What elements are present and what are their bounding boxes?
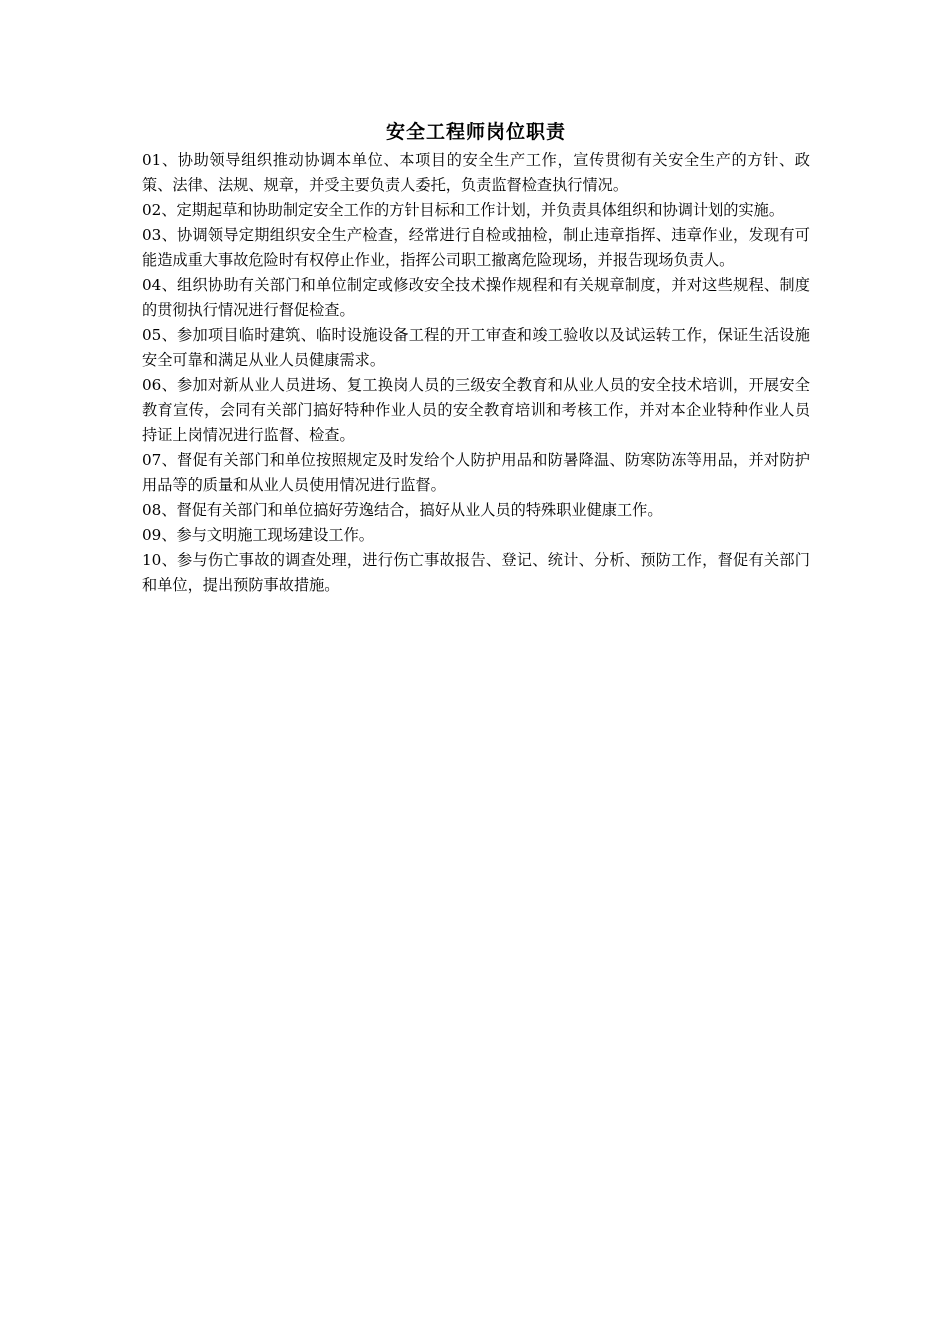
duty-item-10: 10、参与伤亡事故的调查处理，进行伤亡事故报告、登记、统计、分析、预防工作，督促有关部门和单位，提出预防事故措施。 [142, 551, 810, 594]
duty-item-02: 02、定期起草和协助制定安全工作的方针目标和工作计划，并负责具体组织和协调计划的实施。 [142, 201, 785, 219]
duty-item-06: 06、参加对新从业人员进场、复工换岗人员的三级安全教育和从业人员的安全技术培训，开展安全教育宣传，会同有关部门搞好特种作业人员的安全教育培训和考核工作，并对本企业特种作业人员持证上岗情况进行监督、检查。 [142, 376, 810, 444]
duty-item-09: 09、参与文明施工现场建设工作。 [142, 526, 374, 544]
duty-item-04: 04、组织协助有关部门和单位制定或修改安全技术操作规程和有关规章制度，并对这些规程、制度的贯彻执行情况进行督促检查。 [142, 276, 810, 319]
document-page [142, 118, 810, 598]
duty-item-01: 01、协助领导组织推动协调本单位、本项目的安全生产工作，宣传贯彻有关安全生产的方针、政策、法律、法规、规章，并受主要负责人委托，负责监督检查执行情况。 [142, 151, 810, 194]
duty-item-07: 07、督促有关部门和单位按照规定及时发给个人防护用品和防暑降温、防寒防冻等用品，并对防护用品等的质量和从业人员使用情况进行监督。 [142, 451, 810, 494]
document-title: 安全工程师岗位职责 [385, 121, 566, 143]
duty-item-05: 05、参加项目临时建筑、临时设施设备工程的开工审查和竣工验收以及试运转工作，保证生活设施安全可靠和满足从业人员健康需求。 [142, 326, 810, 369]
duty-item-08: 08、督促有关部门和单位搞好劳逸结合，搞好从业人员的特殊职业健康工作。 [142, 501, 663, 519]
duty-item-03: 03、协调领导定期组织安全生产检查，经常进行自检或抽检，制止违章指挥、违章作业，发现有可能造成重大事故危险时有权停止作业，指挥公司职工撤离危险现场，并报告现场负责人。 [142, 226, 810, 269]
